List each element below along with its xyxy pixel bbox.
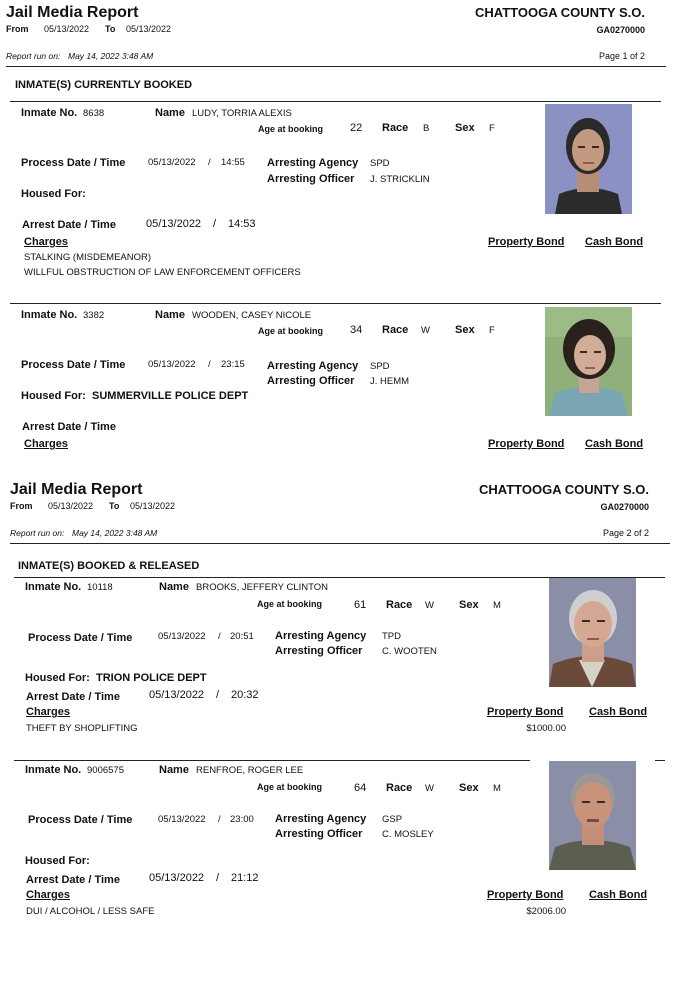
age-label: Age at booking [258, 124, 323, 134]
arrest-time: 21:12 [231, 872, 259, 884]
arresting-agency: TPD [382, 631, 401, 642]
slash: / [208, 157, 211, 168]
to-date: 05/13/2022 [126, 24, 172, 34]
process-date: 05/13/2022 [158, 814, 206, 825]
charge-item: STALKING (MISDEMEANOR) [24, 252, 152, 263]
race-label: Race [382, 122, 409, 134]
report-run-date: May 14, 2022 3:48 AM [72, 528, 158, 538]
process-date: 05/13/2022 [158, 631, 206, 642]
arrest-time: 20:32 [231, 689, 259, 701]
age-label: Age at booking [257, 599, 322, 609]
inmate-no-label: Inmate No. [21, 309, 78, 321]
sex-value: F [489, 325, 495, 336]
age-value: 64 [354, 782, 367, 794]
header-divider [10, 543, 670, 544]
race-value: W [425, 783, 434, 794]
agency-label: Arresting Agency [275, 813, 367, 825]
charge-item: WILLFUL OBSTRUCTION OF LAW ENFORCEMENT OFFICERS [24, 267, 301, 278]
housed-for-label: Housed For: [21, 188, 86, 200]
arresting-officer: C. WOOTEN [382, 646, 437, 657]
arresting-officer: J. STRICKLIN [370, 174, 430, 185]
charge-item: DUI / ALCOHOL / LESS SAFE [26, 906, 155, 917]
arrest-label: Arrest Date / Time [26, 874, 120, 886]
property-bond-amount: $1000.00 [526, 723, 566, 734]
arrest-date: 05/13/2022 [149, 689, 205, 701]
arrest-label: Arrest Date / Time [26, 691, 120, 703]
photo-frame-tick [655, 760, 665, 761]
mugshot-photo [545, 307, 632, 416]
sex-label: Sex [459, 599, 479, 611]
officer-label: Arresting Officer [275, 828, 363, 840]
sex-value: M [493, 783, 501, 794]
slash: / [216, 689, 220, 701]
to-label: To [105, 24, 116, 34]
officer-label: Arresting Officer [275, 645, 363, 657]
report-title: Jail Media Report [10, 481, 143, 498]
agency-label: Arresting Agency [267, 157, 359, 169]
race-label: Race [382, 324, 409, 336]
page-number: Page 2 of 2 [602, 528, 649, 538]
header-divider [6, 66, 666, 67]
race-value: W [421, 325, 430, 336]
arrest-label: Arrest Date / Time [22, 421, 116, 433]
from-label: From [10, 501, 33, 511]
slash: / [213, 218, 217, 230]
cash-bond-label: Cash Bond [589, 706, 648, 718]
page-number: Page 1 of 2 [598, 51, 645, 61]
slash: / [218, 631, 221, 642]
officer-label: Arresting Officer [267, 173, 355, 185]
process-label: Process Date / Time [28, 814, 133, 826]
housed-for-label: Housed For: [25, 855, 90, 867]
property-bond-amount: $2006.00 [526, 906, 566, 917]
sex-value: M [493, 600, 501, 611]
housed-for-value: TRION POLICE DEPT [96, 672, 207, 684]
mugshot-photo [549, 761, 636, 870]
property-bond-label: Property Bond [488, 438, 565, 450]
inmate-no-label: Inmate No. [25, 764, 82, 776]
record-divider [10, 101, 661, 102]
race-value: W [425, 600, 434, 611]
inmate-no-label: Inmate No. [25, 581, 82, 593]
charge-item: THEFT BY SHOPLIFTING [26, 723, 138, 734]
age-label: Age at booking [257, 782, 322, 792]
arrest-date: 05/13/2022 [149, 872, 205, 884]
inmate-no: 3382 [83, 310, 105, 321]
inmate-name: WOODEN, CASEY NICOLE [192, 310, 312, 321]
name-label: Name [159, 764, 189, 776]
race-label: Race [386, 782, 413, 794]
agency-label: Arresting Agency [275, 630, 367, 642]
report-run-label: Report run on: [6, 51, 61, 61]
arrest-time: 14:53 [228, 218, 256, 230]
process-label: Process Date / Time [28, 632, 133, 644]
officer-label: Arresting Officer [267, 375, 355, 387]
slash: / [216, 872, 220, 884]
section-title: INMATE(S) CURRENTLY BOOKED [15, 79, 193, 91]
property-bond-label: Property Bond [487, 889, 564, 901]
from-date: 05/13/2022 [48, 501, 94, 511]
arresting-agency: GSP [382, 814, 403, 825]
cash-bond-label: Cash Bond [589, 889, 648, 901]
age-value: 34 [350, 324, 363, 336]
property-bond-label: Property Bond [488, 236, 565, 248]
arrest-label: Arrest Date / Time [22, 219, 116, 231]
record-divider [14, 760, 530, 761]
report-run-date: May 14, 2022 3:48 AM [68, 51, 154, 61]
mugshot-photo [549, 578, 636, 687]
process-date: 05/13/2022 [148, 157, 196, 168]
slash: / [208, 359, 211, 370]
cash-bond-label: Cash Bond [585, 438, 644, 450]
arresting-agency: SPD [370, 361, 390, 372]
sex-value: F [489, 123, 495, 134]
inmate-no: 10118 [87, 582, 113, 593]
charges-label: Charges [26, 889, 71, 901]
charges-label: Charges [24, 236, 69, 248]
photo-frame-tick [655, 577, 665, 578]
section-title: INMATE(S) BOOKED & RELEASED [18, 560, 200, 572]
arresting-officer: C. MOSLEY [382, 829, 434, 840]
to-label: To [109, 501, 120, 511]
housed-for-label: Housed For: [25, 672, 90, 684]
property-bond-label: Property Bond [487, 706, 564, 718]
to-date: 05/13/2022 [130, 501, 176, 511]
race-label: Race [386, 599, 413, 611]
cash-bond-label: Cash Bond [585, 236, 644, 248]
inmate-no: 9006575 [87, 765, 124, 776]
agency-name: CHATTOOGA COUNTY S.O. [479, 482, 649, 497]
report-title: Jail Media Report [6, 4, 139, 21]
process-time: 23:15 [221, 359, 245, 370]
sex-label: Sex [455, 122, 475, 134]
process-date: 05/13/2022 [148, 359, 196, 370]
charges-label: Charges [26, 706, 71, 718]
arrest-date: 05/13/2022 [146, 218, 202, 230]
age-value: 22 [350, 122, 363, 134]
process-label: Process Date / Time [21, 359, 126, 371]
inmate-name: BROOKS, JEFFERY CLINTON [196, 582, 328, 593]
inmate-name: LUDY, TORRIA ALEXIS [192, 108, 292, 119]
name-label: Name [155, 107, 185, 119]
from-date: 05/13/2022 [44, 24, 90, 34]
arresting-officer: J. HEMM [370, 376, 410, 387]
age-label: Age at booking [258, 326, 323, 336]
charges-label: Charges [24, 438, 69, 450]
process-time: 14:55 [221, 157, 245, 168]
age-value: 61 [354, 599, 367, 611]
sex-label: Sex [455, 324, 475, 336]
housed-for-label: Housed For: [21, 390, 86, 402]
ori-code: GA0270000 [600, 502, 649, 512]
from-label: From [6, 24, 29, 34]
process-label: Process Date / Time [21, 157, 126, 169]
report-run-label: Report run on: [10, 528, 65, 538]
ori-code: GA0270000 [596, 25, 645, 35]
name-label: Name [159, 581, 189, 593]
agency-label: Arresting Agency [267, 360, 359, 372]
name-label: Name [155, 309, 185, 321]
process-time: 20:51 [230, 631, 254, 642]
housed-for-value: SUMMERVILLE POLICE DEPT [92, 390, 249, 402]
sex-label: Sex [459, 782, 479, 794]
record-divider [10, 303, 661, 304]
process-time: 23:00 [230, 814, 254, 825]
inmate-name: RENFROE, ROGER LEE [196, 765, 304, 776]
slash: / [218, 814, 221, 825]
inmate-no-label: Inmate No. [21, 107, 78, 119]
inmate-no: 8638 [83, 108, 105, 119]
mugshot-photo [545, 104, 632, 214]
arresting-agency: SPD [370, 158, 390, 169]
race-value: B [423, 123, 430, 134]
agency-name: CHATTOOGA COUNTY S.O. [475, 5, 645, 20]
